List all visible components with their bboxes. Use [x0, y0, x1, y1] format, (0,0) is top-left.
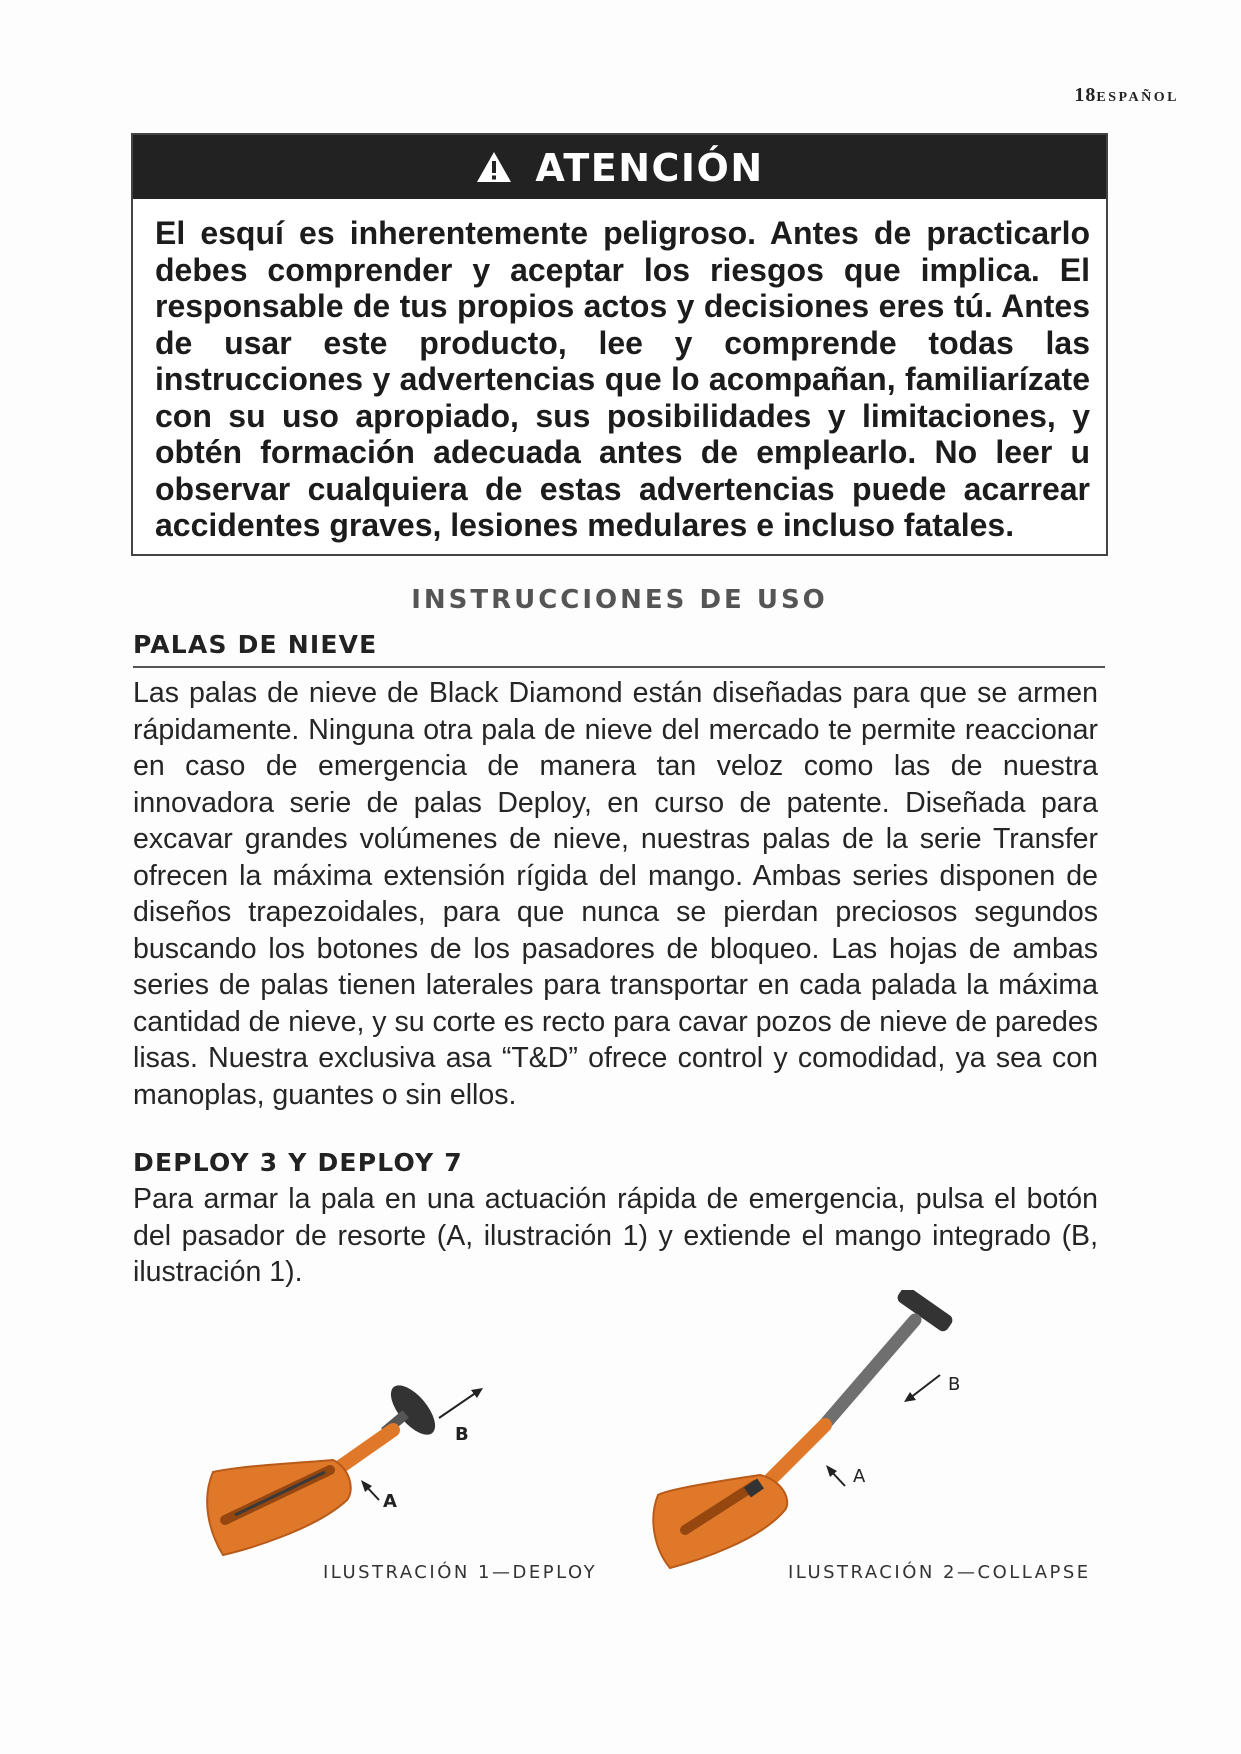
figure-2-caption: ILUSTRACIÓN 2—COLLAPSE [788, 1562, 1091, 1583]
palas-paragraph: Las palas de nieve de Black Diamond están diseñadas para que se armen rápidamente. Ninguna otra pala de nieve del mercado te permite reaccionar en caso de emergencia de manera tan veloz como las de nuestra innovadora serie de palas Deploy, en curso de patente. Diseñada para excavar grandes volúmenes de nieve, nuestras palas de la serie Transfer ofrecen la máxima extensión rígida del mango. Ambas series disponen de diseños trapezoidales, para que nunca se pierdan preciosos segundos buscando los botones de los pasadores de bloqueo. Las hojas de ambas series de palas tienen laterales para transportar en cada palada la máxima cantidad de nieve, y su corte es recto para cavar pozos de nieve de paredes lisas. Nuestra exclusiva asa “T&D” ofrece control y comodidad, ya sea con manoplas, guantes o sin ellos. [133, 677, 1098, 1111]
heading-divider [133, 666, 1105, 668]
warning-header [133, 135, 1106, 199]
deploy-heading: DEPLOY 3 Y DEPLOY 7 [133, 1148, 463, 1177]
figure-collapse [640, 1290, 1080, 1570]
collapse-shovel-illustration [640, 1290, 1080, 1570]
page-header [1074, 84, 1179, 107]
warning-text: El esquí es inherentemente peligroso. Antes de practicarlo debes comprender y aceptar los riesgos que implica. El responsable de tus propios actos y decisiones eres tú. Antes de usar este producto, lee y comprende todas las instrucciones y advertencias que lo acompañan, familiarízate con su uso apropiado, sus posibilidades y limitaciones, y obtén formación adecuada antes de emplearlo. No leer u observar cualquiera de estas advertencias puede acarrear accidentes graves, lesiones medulares e incluso fatales. [155, 215, 1090, 543]
label-a: A [383, 1491, 397, 1512]
palas-heading: PALAS DE NIEVE [133, 630, 378, 659]
figure-deploy [205, 1360, 625, 1570]
label-b: B [948, 1374, 961, 1395]
label-b: B [455, 1424, 469, 1445]
deploy-paragraph: Para armar la pala en una actuación rápida de emergencia, pulsa el botón del pasador de resorte (A, ilustración 1) y extiende el mango integrado (B, ilustración 1). [133, 1183, 1098, 1288]
warning-triangle-icon [475, 150, 513, 184]
label-a: A [853, 1466, 866, 1487]
deploy-shovel-illustration [205, 1360, 625, 1570]
page-number: 18 [1074, 84, 1097, 106]
figure-1-caption: ILUSTRACIÓN 1—DEPLOY [323, 1562, 598, 1583]
section-title: INSTRUCCIONES DE USO [411, 585, 828, 615]
page-language: español [1096, 84, 1179, 106]
shovel-shaft-extension [820, 1320, 915, 1430]
warning-box [131, 133, 1108, 556]
warning-title: ATENCIÓN [535, 146, 764, 190]
shovel-blade [653, 1475, 787, 1568]
